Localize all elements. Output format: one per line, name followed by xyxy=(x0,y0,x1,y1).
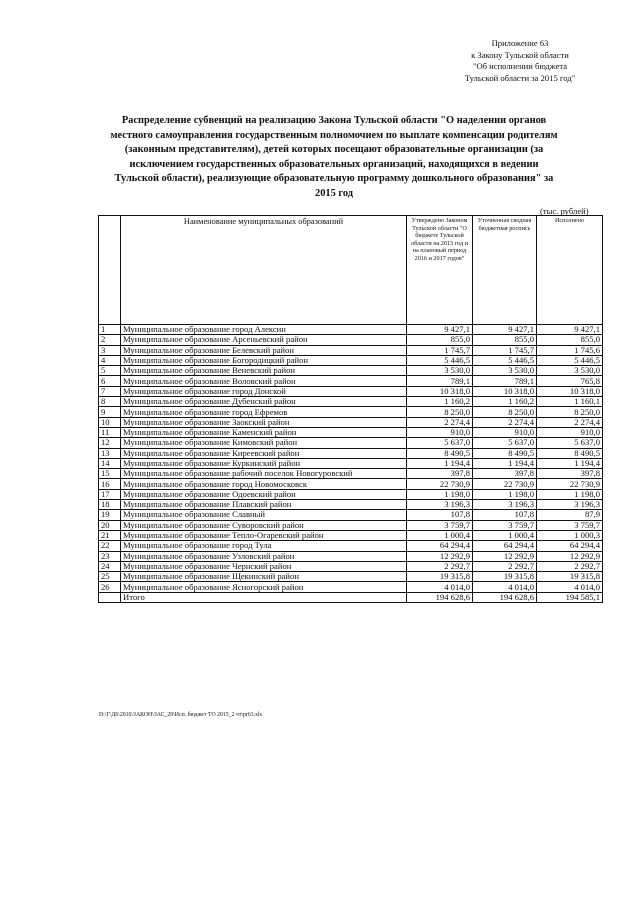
row-approved: 397,8 xyxy=(407,469,473,479)
row-name: Муниципальное образование Заокский район xyxy=(121,417,407,427)
row-name: Муниципальное образование Белевский район xyxy=(121,345,407,355)
row-executed: 2 292,7 xyxy=(537,561,603,571)
row-refined: 910,0 xyxy=(473,427,537,437)
row-name: Муниципальное образование Дубенский район xyxy=(121,397,407,407)
row-refined: 10 318,0 xyxy=(473,386,537,396)
units-label: (тыс. рублей) xyxy=(540,206,589,216)
row-executed: 8 490,5 xyxy=(537,448,603,458)
appendix-line-3: "Об исполнении бюджета xyxy=(472,61,568,71)
header-approved: Утверждено Законом Тульской области "О бюджете Тульской области на 2015 год и на плановый период 2016 и 2017 годов" xyxy=(407,216,473,325)
row-executed: 4 014,0 xyxy=(537,582,603,592)
row-number: 4 xyxy=(99,355,121,365)
row-approved: 19 315,8 xyxy=(407,572,473,582)
total-approved: 194 628,6 xyxy=(407,592,473,602)
row-name: Муниципальное образование Узловский район xyxy=(121,551,407,561)
row-name: Муниципальное образование Плавский район xyxy=(121,500,407,510)
row-number: 18 xyxy=(99,500,121,510)
row-number: 21 xyxy=(99,530,121,540)
row-number: 11 xyxy=(99,427,121,437)
total-name: Итого xyxy=(121,592,407,602)
table-row xyxy=(99,397,603,407)
row-executed: 855,0 xyxy=(537,335,603,345)
row-name: Муниципальное образование Куркинский район xyxy=(121,458,407,468)
row-refined: 855,0 xyxy=(473,335,537,345)
row-number: 13 xyxy=(99,448,121,458)
row-refined: 5 637,0 xyxy=(473,438,537,448)
appendix-line-2: к Закону Тульской области xyxy=(471,49,569,60)
total-refined: 194 628,6 xyxy=(473,592,537,602)
table-row xyxy=(99,541,603,551)
row-refined: 4 014,0 xyxy=(473,582,537,592)
table-row xyxy=(99,345,603,355)
row-number: 10 xyxy=(99,417,121,427)
row-executed: 3 759,7 xyxy=(537,520,603,530)
row-executed: 64 294,4 xyxy=(537,541,603,551)
row-number: 7 xyxy=(99,386,121,396)
row-refined: 1 194,4 xyxy=(473,458,537,468)
row-name: Муниципальное образование Одоевский район xyxy=(121,489,407,499)
header-number xyxy=(99,216,121,325)
row-executed: 5 446,5 xyxy=(537,355,603,365)
row-name: Муниципальное образование Ясногорский район xyxy=(121,582,407,592)
total-executed: 194 585,1 xyxy=(537,592,603,602)
row-approved: 64 294,4 xyxy=(407,541,473,551)
row-refined: 2 274,4 xyxy=(473,417,537,427)
subsidy-table xyxy=(98,215,603,603)
row-approved: 10 318,0 xyxy=(407,386,473,396)
row-refined: 64 294,4 xyxy=(473,541,537,551)
row-approved: 5 637,0 xyxy=(407,438,473,448)
row-number: 9 xyxy=(99,407,121,417)
table-row xyxy=(99,366,603,376)
total-number xyxy=(99,592,121,602)
row-executed: 5 637,0 xyxy=(537,438,603,448)
table-row xyxy=(99,417,603,427)
row-approved: 1 745,7 xyxy=(407,345,473,355)
row-name: Муниципальное образование Кимовский район xyxy=(121,438,407,448)
header-refined: Уточненная сводная бюджетная роспись xyxy=(473,216,537,325)
row-executed: 10 318,0 xyxy=(537,386,603,396)
row-executed: 87,9 xyxy=(537,510,603,520)
row-executed: 22 730,9 xyxy=(537,479,603,489)
table-row xyxy=(99,407,603,417)
row-name: Муниципальное образование город Алексин xyxy=(121,325,407,335)
appendix-line-1: Приложение 63 xyxy=(491,38,549,48)
table-row xyxy=(99,572,603,582)
row-executed: 765,8 xyxy=(537,376,603,386)
row-name: Муниципальное образование рабочий поселок Новогуровский xyxy=(121,469,407,479)
row-name: Муниципальное образование город Донской xyxy=(121,386,407,396)
row-refined: 1 160,2 xyxy=(473,397,537,407)
table-row xyxy=(99,376,603,386)
row-executed: 397,8 xyxy=(537,469,603,479)
row-name: Муниципальное образование Славный xyxy=(121,510,407,520)
row-refined: 12 292,9 xyxy=(473,551,537,561)
table-row xyxy=(99,479,603,489)
row-number: 15 xyxy=(99,469,121,479)
row-number: 5 xyxy=(99,366,121,376)
row-number: 24 xyxy=(99,561,121,571)
row-name: Муниципальное образование Каменский район xyxy=(121,427,407,437)
row-number: 16 xyxy=(99,479,121,489)
row-executed: 1 160,1 xyxy=(537,397,603,407)
header-name: Наименование муниципальных образований xyxy=(121,216,407,325)
table-header-row xyxy=(99,216,603,325)
table-row xyxy=(99,500,603,510)
row-name: Муниципальное образование город Новомосковск xyxy=(121,479,407,489)
row-executed: 1 000,3 xyxy=(537,530,603,540)
row-executed: 3 530,0 xyxy=(537,366,603,376)
table-row xyxy=(99,551,603,561)
row-name: Муниципальное образование город Ефремов xyxy=(121,407,407,417)
document-title: Распределение субвенций на реализацию Закона Тульской области "О наделении органов местного самоуправления государственным полномочием по выплате компенсации родителям (законным представителям), детей которых посещают образовательные организации (за исключением государственных образовательных организаций, находящихся в ведении Тульской области), реализующие образовательную программу дошкольного образования" за 2015 год xyxy=(110,115,558,199)
appendix-line-4: Тульской области за 2015 год" xyxy=(464,72,576,83)
row-name: Муниципальное образование Тепло-Огаревский район xyxy=(121,530,407,540)
row-executed: 910,0 xyxy=(537,427,603,437)
row-executed: 9 427,1 xyxy=(537,325,603,335)
row-name: Муниципальное образование Воловский район xyxy=(121,376,407,386)
row-number: 1 xyxy=(99,325,121,335)
table-row xyxy=(99,582,603,592)
total-row xyxy=(99,592,603,602)
row-number: 14 xyxy=(99,458,121,468)
row-name: Муниципальное образование Суворовский район xyxy=(121,520,407,530)
row-approved: 1 000,4 xyxy=(407,530,473,540)
row-approved: 789,1 xyxy=(407,376,473,386)
row-approved: 8 490,5 xyxy=(407,448,473,458)
row-approved: 910,0 xyxy=(407,427,473,437)
row-number: 26 xyxy=(99,582,121,592)
row-approved: 107,8 xyxy=(407,510,473,520)
row-executed: 8 250,0 xyxy=(537,407,603,417)
table-row xyxy=(99,469,603,479)
row-approved: 855,0 xyxy=(407,335,473,345)
row-name: Муниципальное образование город Тула xyxy=(121,541,407,551)
table-row xyxy=(99,510,603,520)
table-row xyxy=(99,530,603,540)
table-row xyxy=(99,489,603,499)
row-name: Муниципальное образование Киреевский район xyxy=(121,448,407,458)
table-row xyxy=(99,335,603,345)
row-refined: 1 198,0 xyxy=(473,489,537,499)
row-refined: 397,8 xyxy=(473,469,537,479)
row-refined: 3 759,7 xyxy=(473,520,537,530)
table-row xyxy=(99,520,603,530)
row-name: Муниципальное образование Чернский район xyxy=(121,561,407,571)
row-refined: 3 196,3 xyxy=(473,500,537,510)
table-row xyxy=(99,355,603,365)
row-number: 23 xyxy=(99,551,121,561)
row-approved: 9 427,1 xyxy=(407,325,473,335)
row-refined: 1 745,7 xyxy=(473,345,537,355)
file-path-footer: D:\Г\Д6\2016\ЗАКОН\ЗАС_29\Исп. бюджет ТО 2015_2 чт\pr63.xls xyxy=(99,712,262,718)
row-approved: 2 274,4 xyxy=(407,417,473,427)
table-row xyxy=(99,458,603,468)
row-name: Муниципальное образование Богородицкий район xyxy=(121,355,407,365)
row-number: 6 xyxy=(99,376,121,386)
row-approved: 1 194,4 xyxy=(407,458,473,468)
row-refined: 3 530,0 xyxy=(473,366,537,376)
row-number: 2 xyxy=(99,335,121,345)
row-refined: 2 292,7 xyxy=(473,561,537,571)
row-name: Муниципальное образование Веневский район xyxy=(121,366,407,376)
row-approved: 1 160,2 xyxy=(407,397,473,407)
table-row xyxy=(99,438,603,448)
row-approved: 3 530,0 xyxy=(407,366,473,376)
row-number: 22 xyxy=(99,541,121,551)
row-approved: 2 292,7 xyxy=(407,561,473,571)
row-refined: 19 315,8 xyxy=(473,572,537,582)
table-row xyxy=(99,386,603,396)
table-row xyxy=(99,448,603,458)
row-approved: 4 014,0 xyxy=(407,582,473,592)
row-number: 12 xyxy=(99,438,121,448)
row-refined: 5 446,5 xyxy=(473,355,537,365)
row-approved: 3 759,7 xyxy=(407,520,473,530)
row-number: 8 xyxy=(99,397,121,407)
row-approved: 22 730,9 xyxy=(407,479,473,489)
table-row xyxy=(99,427,603,437)
row-executed: 12 292,9 xyxy=(537,551,603,561)
row-executed: 3 196,3 xyxy=(537,500,603,510)
row-refined: 1 000,4 xyxy=(473,530,537,540)
appendix-block xyxy=(430,38,610,84)
row-name: Муниципальное образование Щекинский район xyxy=(121,572,407,582)
row-refined: 789,1 xyxy=(473,376,537,386)
row-executed: 1 194,4 xyxy=(537,458,603,468)
row-number: 25 xyxy=(99,572,121,582)
row-approved: 12 292,9 xyxy=(407,551,473,561)
row-approved: 5 446,5 xyxy=(407,355,473,365)
row-approved: 1 198,0 xyxy=(407,489,473,499)
row-number: 20 xyxy=(99,520,121,530)
row-approved: 3 196,3 xyxy=(407,500,473,510)
table-row xyxy=(99,561,603,571)
table-body xyxy=(99,325,603,603)
row-approved: 8 250,0 xyxy=(407,407,473,417)
table-row xyxy=(99,325,603,335)
row-number: 3 xyxy=(99,345,121,355)
row-refined: 8 250,0 xyxy=(473,407,537,417)
row-executed: 1 745,6 xyxy=(537,345,603,355)
row-refined: 107,8 xyxy=(473,510,537,520)
row-executed: 19 315,8 xyxy=(537,572,603,582)
row-refined: 9 427,1 xyxy=(473,325,537,335)
row-number: 19 xyxy=(99,510,121,520)
row-name: Муниципальное образование Арсеньевский район xyxy=(121,335,407,345)
row-executed: 1 198,0 xyxy=(537,489,603,499)
row-refined: 22 730,9 xyxy=(473,479,537,489)
row-executed: 2 274,4 xyxy=(537,417,603,427)
row-number: 17 xyxy=(99,489,121,499)
row-refined: 8 490,5 xyxy=(473,448,537,458)
header-executed: Исполнено xyxy=(537,216,603,325)
